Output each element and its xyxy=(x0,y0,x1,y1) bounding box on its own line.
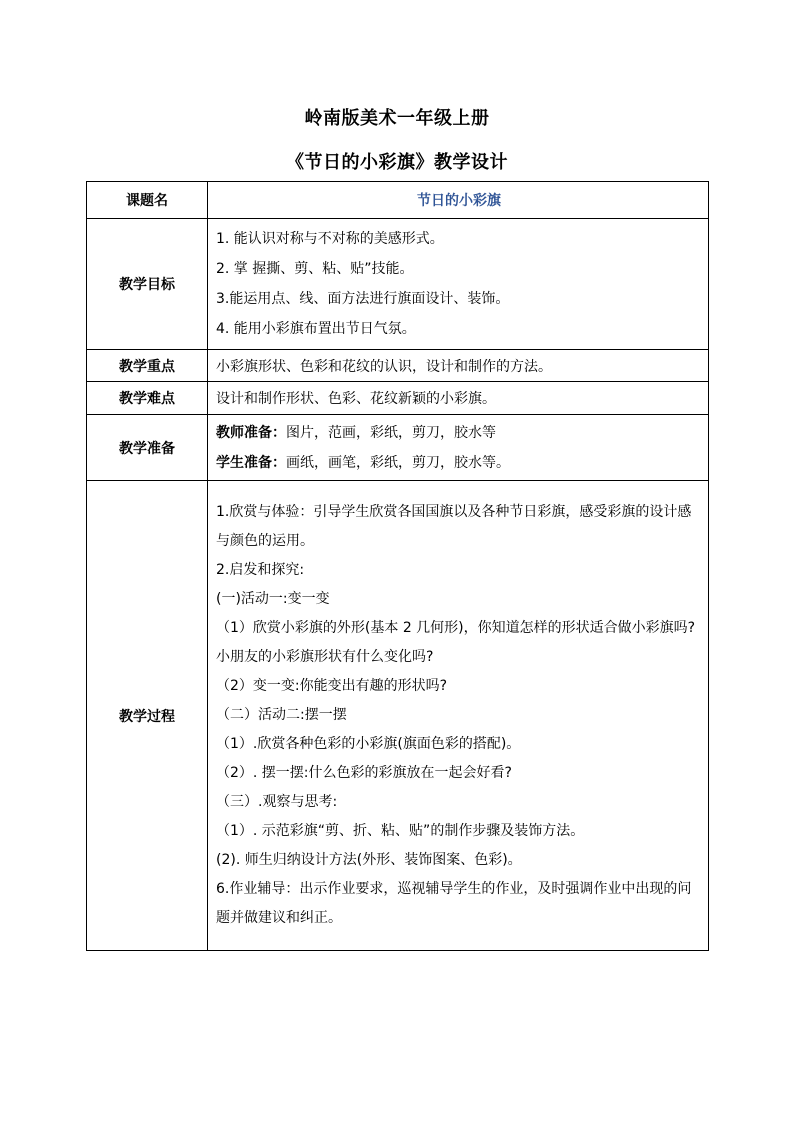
list-item: 3.能运用点、线、面方法进行旗面设计、装饰。 xyxy=(216,291,510,307)
list-item: (一)活动一:变一变 xyxy=(216,591,330,607)
lesson-plan-table xyxy=(86,181,709,951)
difficulties-label: 教学难点 xyxy=(87,382,208,415)
topic-value: 节日的小彩旗 xyxy=(208,182,709,219)
list-item: （1）. 示范彩旗“剪、折、粘、贴”的制作步骤及装饰方法。 xyxy=(216,823,585,839)
table-row xyxy=(87,182,709,219)
table-row xyxy=(87,481,709,951)
document-subtitle: 《节日的小彩旗》教学设计 xyxy=(286,152,508,173)
goals-cell xyxy=(208,219,709,350)
table-row xyxy=(87,415,709,481)
process-cell xyxy=(208,481,709,951)
list-item: 1. 能认识对称与不对称的美感形式。 xyxy=(216,231,444,247)
table-row xyxy=(87,350,709,382)
list-item: (2). 师生归纳设计方法(外形、装饰图案、色彩)。 xyxy=(216,852,522,868)
list-item: （1）.欣赏各种色彩的小彩旗(旗面色彩的搭配)。 xyxy=(216,736,521,752)
preparation-label: 教学准备 xyxy=(87,415,208,481)
list-item: 2.启发和探究: xyxy=(216,562,305,578)
list-item: （二）活动二:摆一摆 xyxy=(216,707,347,723)
list-item: 1.欣赏与体验：引导学生欣赏各国国旗以及各种节日彩旗，感受彩旗的设计感与颜色的运用。 xyxy=(216,504,692,549)
list-item: （2）. 摆一摆:什么色彩的彩旗放在一起会好看? xyxy=(216,765,512,781)
list-item: 6.作业辅导：出示作业要求，巡视辅导学生的作业，及时强调作业中出现的问题并做建议和纠正。 xyxy=(216,881,692,926)
list-item: （三）.观察与思考: xyxy=(216,794,338,810)
list-item: 2. 掌 握撕、剪、粘、贴”技能。 xyxy=(216,261,414,277)
key-points-label: 教学重点 xyxy=(87,350,208,382)
list-item: 4. 能用小彩旗布置出节日气氛。 xyxy=(216,321,416,337)
table-row xyxy=(87,382,709,415)
key-points-value: 小彩旗形状、色彩和花纹的认识，设计和制作的方法。 xyxy=(208,350,709,382)
preparation-cell xyxy=(208,415,709,481)
student-preparation xyxy=(216,448,702,478)
teacher-preparation-label: 教师准备： xyxy=(216,424,286,441)
table-row xyxy=(87,219,709,350)
goals-label: 教学目标 xyxy=(87,219,208,350)
process-label: 教学过程 xyxy=(87,481,208,951)
teacher-preparation xyxy=(216,418,702,448)
teacher-preparation-value: 图片，范画，彩纸，剪刀，胶水等 xyxy=(286,424,496,441)
student-preparation-label: 学生准备： xyxy=(216,454,286,471)
list-item: （2）变一变:你能变出有趣的形状吗? xyxy=(216,678,448,694)
list-item: （1）欣赏小彩旗的外形(基本 2 几何形)，你知道怎样的形状适合做小彩旗吗?小朋友的小彩旗形状有什么变化吗? xyxy=(216,620,696,665)
student-preparation-value: 画纸，画笔，彩纸，剪刀，胶水等。 xyxy=(286,454,510,471)
topic-label: 课题名 xyxy=(87,182,208,219)
document-title: 岭南版美术一年级上册 xyxy=(304,108,490,129)
difficulties-value: 设计和制作形状、色彩、花纹新颖的小彩旗。 xyxy=(208,382,709,415)
